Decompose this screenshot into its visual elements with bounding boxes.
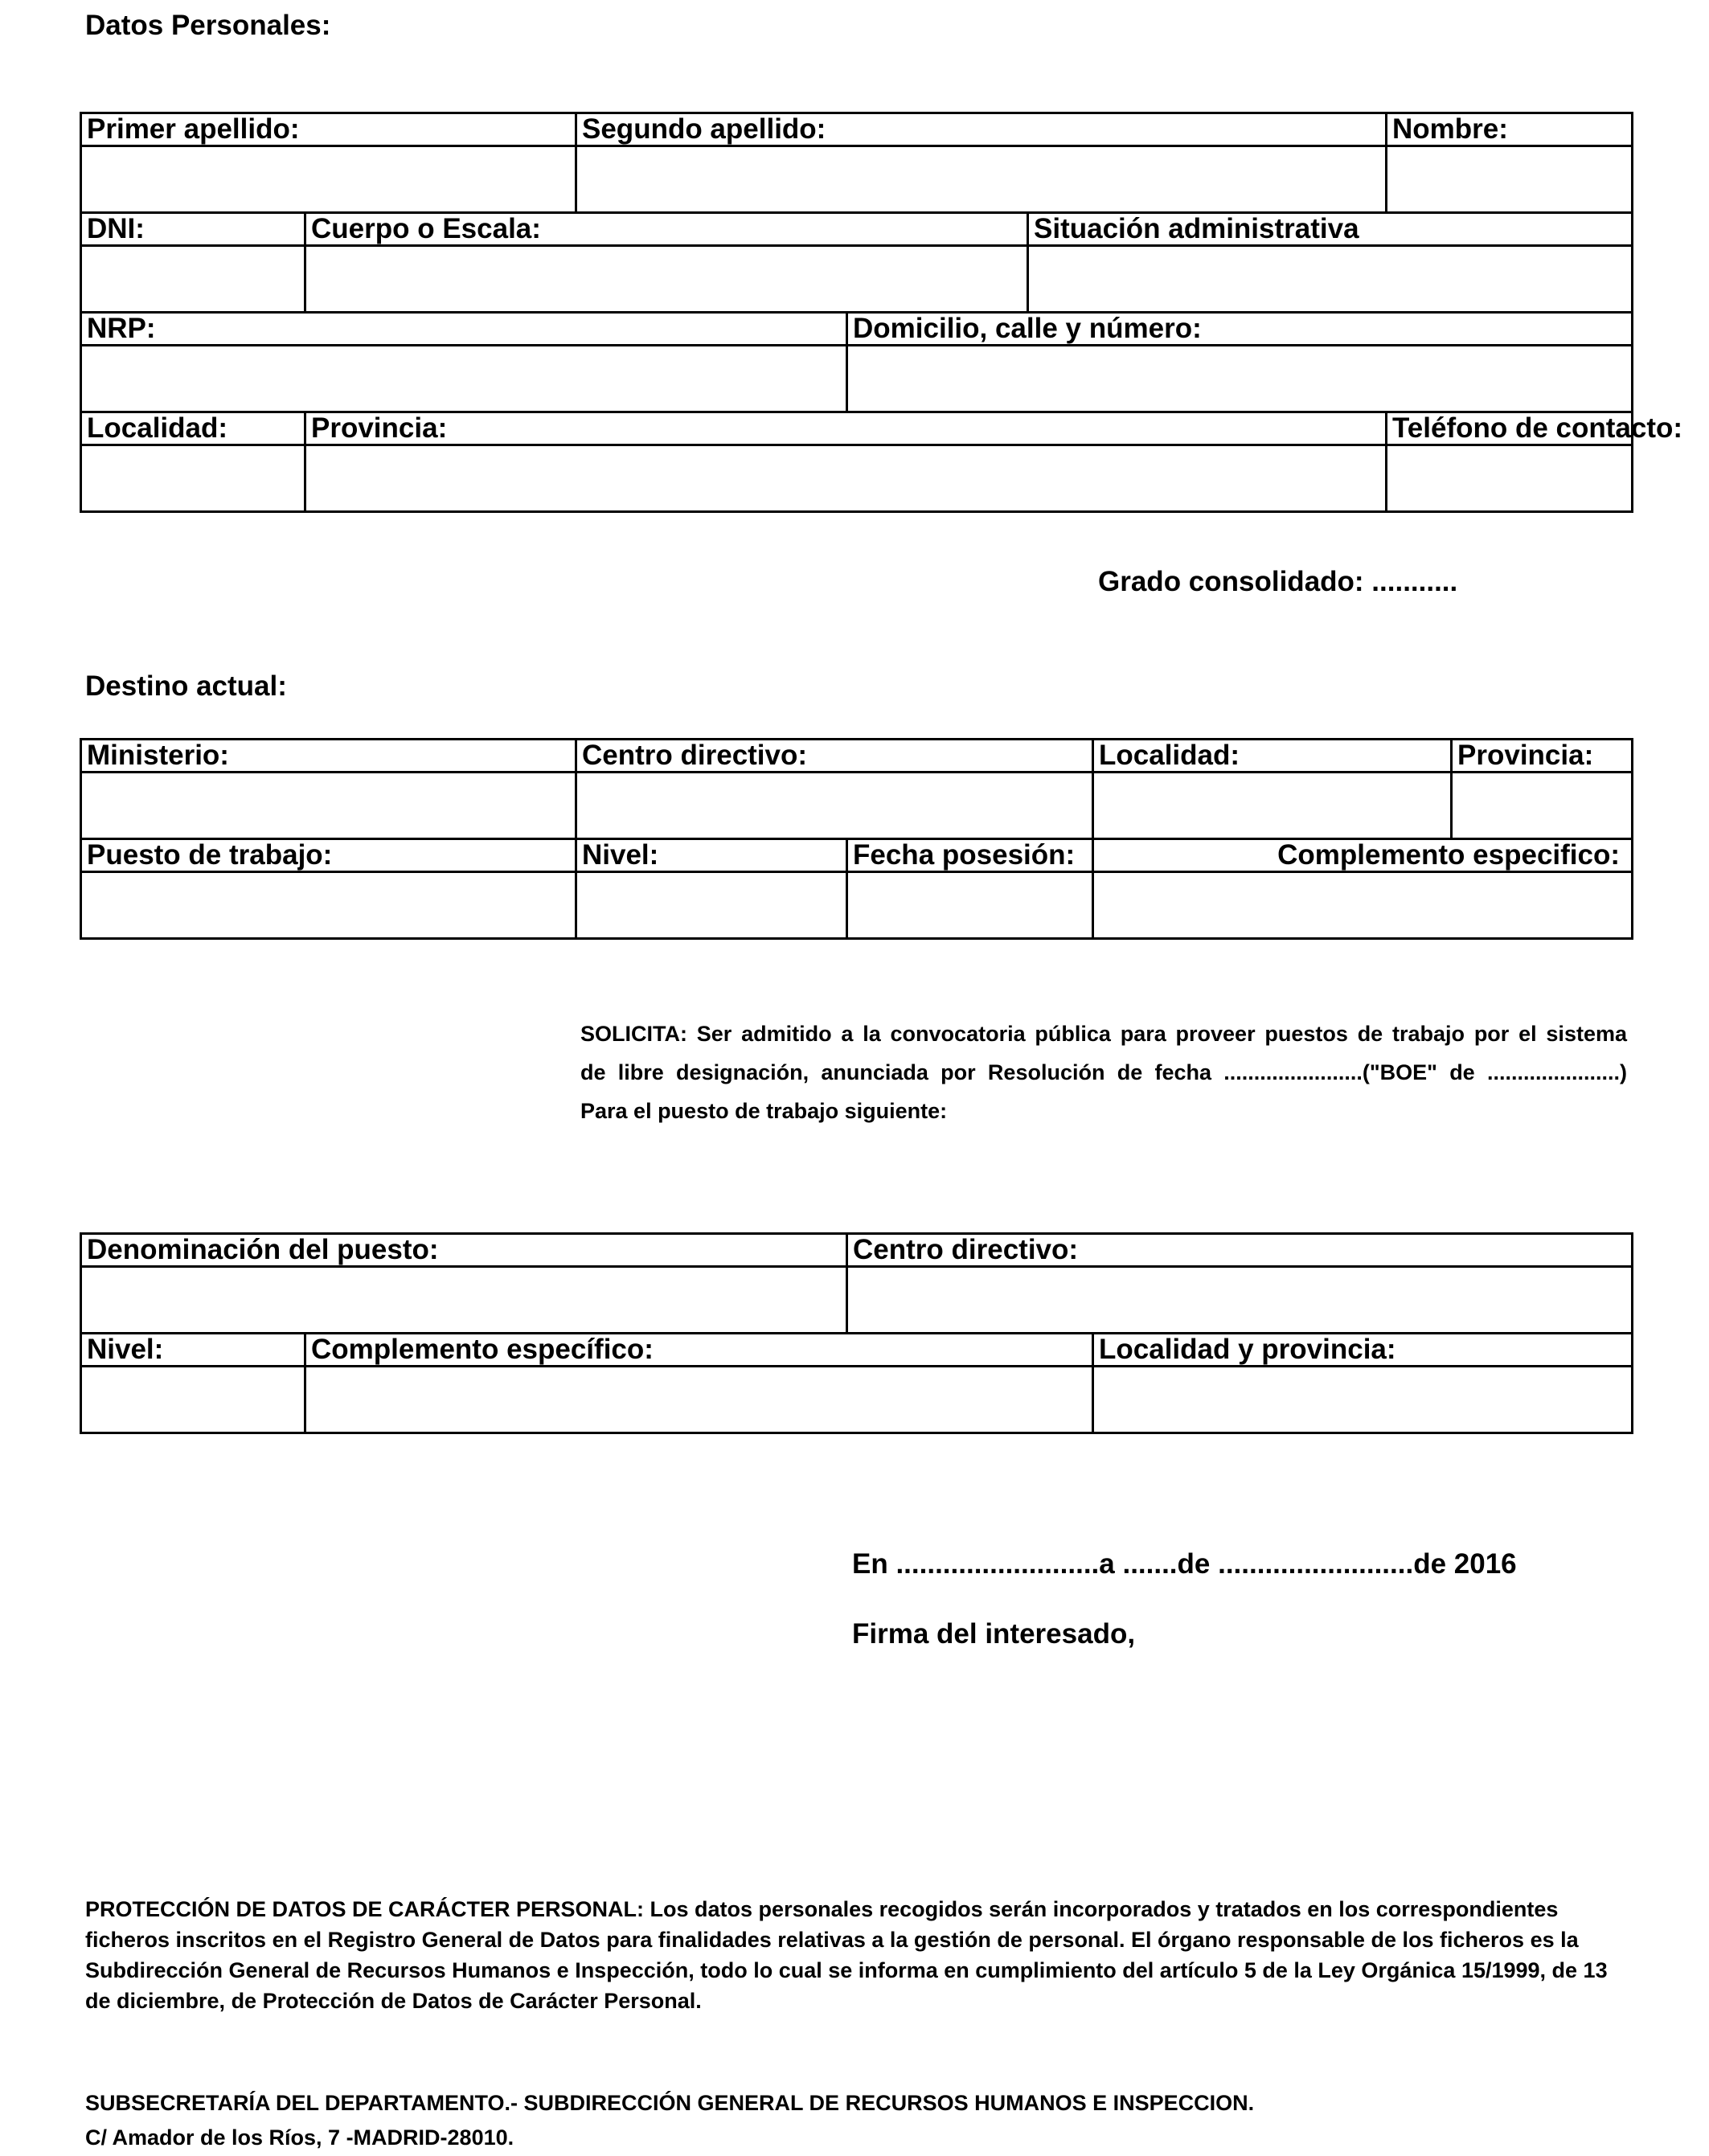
complemento-especifico-label: Complemento especifico: bbox=[1093, 839, 1633, 872]
nombre-field[interactable] bbox=[1387, 146, 1633, 213]
solicitado-complemento-label: Complemento específico: bbox=[305, 1334, 1093, 1367]
telefono-field[interactable] bbox=[1387, 445, 1633, 512]
puesto-solicitado-table bbox=[80, 1232, 1633, 1434]
solicita-paragraph bbox=[580, 1014, 1627, 1130]
firma-label: Firma del interesado, bbox=[852, 1618, 1136, 1650]
destino-actual-table bbox=[80, 738, 1633, 940]
primer-apellido-label: Primer apellido: bbox=[81, 113, 576, 146]
puesto-trabajo-field[interactable] bbox=[81, 872, 576, 939]
denominacion-puesto-field[interactable] bbox=[81, 1267, 847, 1334]
destino-actual-heading: Destino actual: bbox=[85, 670, 287, 702]
footer-address: C/ Amador de los Ríos, 7 -MADRID-28010. bbox=[85, 2125, 514, 2150]
destino-localidad-label: Localidad: bbox=[1093, 740, 1452, 773]
solicitado-nivel-label: Nivel: bbox=[81, 1334, 305, 1367]
puesto-trabajo-label: Puesto de trabajo: bbox=[81, 839, 576, 872]
localidad-label: Localidad: bbox=[81, 412, 305, 445]
cuerpo-escala-label: Cuerpo o Escala: bbox=[305, 213, 1028, 246]
nrp-label: NRP: bbox=[81, 313, 847, 346]
provincia-label: Provincia: bbox=[305, 412, 1387, 445]
fecha-posesion-label: Fecha posesión: bbox=[847, 839, 1093, 872]
solicitado-complemento-field[interactable] bbox=[305, 1367, 1093, 1433]
centro-directivo-field[interactable] bbox=[576, 773, 1093, 839]
primer-apellido-field[interactable] bbox=[81, 146, 576, 213]
segundo-apellido-label: Segundo apellido: bbox=[576, 113, 1387, 146]
denominacion-puesto-label: Denominación del puesto: bbox=[81, 1234, 847, 1267]
solicita-line-1: SOLICITA: Ser admitido a la convocatoria pública para proveer puestos de trabajo por el sistema bbox=[580, 1022, 1627, 1046]
destino-localidad-field[interactable] bbox=[1093, 773, 1452, 839]
solicitado-nivel-field[interactable] bbox=[81, 1367, 305, 1433]
ministerio-label: Ministerio: bbox=[81, 740, 576, 773]
nombre-label: Nombre: bbox=[1387, 113, 1633, 146]
situacion-administrativa-field[interactable] bbox=[1028, 246, 1633, 313]
datos-personales-table bbox=[80, 112, 1683, 513]
footer-department: SUBSECRETARÍA DEL DEPARTAMENTO.- SUBDIRECCIÓN GENERAL DE RECURSOS HUMANOS E INSPECCION. bbox=[85, 2091, 1255, 2115]
grado-consolidado: Grado consolidado: ........... bbox=[1098, 566, 1458, 597]
fecha-posesion-field[interactable] bbox=[847, 872, 1093, 939]
localidad-field[interactable] bbox=[81, 445, 305, 512]
dni-label: DNI: bbox=[81, 213, 305, 246]
destino-provincia-field[interactable] bbox=[1452, 773, 1633, 839]
solicita-line-3: Para el puesto de trabajo siguiente: bbox=[580, 1099, 948, 1123]
solicitado-centro-directivo-field[interactable] bbox=[847, 1267, 1633, 1334]
nrp-field[interactable] bbox=[81, 346, 847, 412]
nivel-label: Nivel: bbox=[576, 839, 847, 872]
solicitado-centro-directivo-label: Centro directivo: bbox=[847, 1234, 1633, 1267]
localidad-provincia-label: Localidad y provincia: bbox=[1093, 1334, 1633, 1367]
domicilio-label: Domicilio, calle y número: bbox=[847, 313, 1633, 346]
segundo-apellido-field[interactable] bbox=[576, 146, 1387, 213]
complemento-especifico-field[interactable] bbox=[1093, 872, 1633, 939]
destino-provincia-label: Provincia: bbox=[1452, 740, 1633, 773]
fecha-line: En ..........................a .......de .........................de 2016 bbox=[852, 1548, 1517, 1580]
nivel-field[interactable] bbox=[576, 872, 847, 939]
datos-personales-heading: Datos Personales: bbox=[85, 10, 331, 41]
provincia-field[interactable] bbox=[305, 445, 1387, 512]
dni-field[interactable] bbox=[81, 246, 305, 313]
proteccion-datos-paragraph: PROTECCIÓN DE DATOS DE CARÁCTER PERSONAL: Los datos personales recogidos serán incorporados y tratados en los correspondientes ficheros inscritos en el Registro General de Datos para finalidades relativas a la gestión de personal. El órgano responsable de los ficheros es la Subdirección General de Recursos Humanos e Inspección, todo lo cual se informa en cumplimiento del artículo 5 de la Ley Orgánica 15/1999, de 13 de diciembre, de Protección de Datos de Carácter Personal. bbox=[85, 1897, 1608, 2013]
localidad-provincia-field[interactable] bbox=[1093, 1367, 1633, 1433]
cuerpo-escala-field[interactable] bbox=[305, 246, 1028, 313]
centro-directivo-label: Centro directivo: bbox=[576, 740, 1093, 773]
situacion-administrativa-label: Situación administrativa bbox=[1028, 213, 1633, 246]
ministerio-field[interactable] bbox=[81, 773, 576, 839]
solicita-line-2: de libre designación, anunciada por Resolución de fecha .......................("BOE" de ......................) bbox=[580, 1060, 1627, 1084]
domicilio-field[interactable] bbox=[847, 346, 1633, 412]
telefono-label: Teléfono de contacto: bbox=[1387, 412, 1633, 445]
